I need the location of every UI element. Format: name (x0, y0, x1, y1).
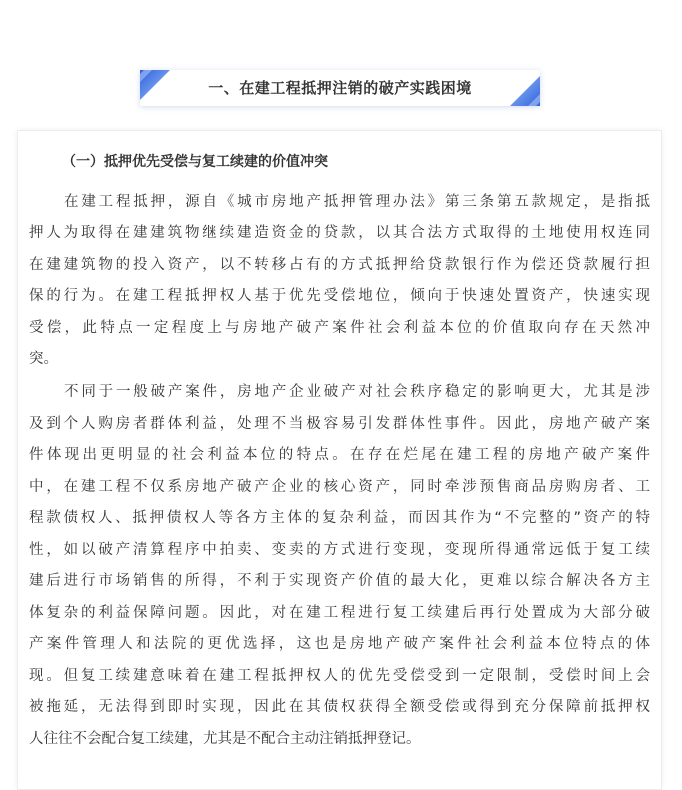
paragraph-2-line: 体复杂的利益保障问题。因此，对在建工程进行复工续建后再行处置成为大部分破 (29, 605, 650, 621)
paragraph-1-line: 在建工程抵押，源自《城市房地产抵押管理办法》第三条第五款规定，是指抵 (64, 194, 650, 210)
section-title: 一、在建工程抵押注销的破产实践困境 (208, 79, 472, 97)
paragraph-2-line: 件体现出更明显的社会利益本位的特点。在存在烂尾在建工程的房地产破产案件 (29, 447, 650, 463)
paragraph-2-line: 人往往不会配合复工续建，尤其是不配合主动注销抵押登记。 (29, 731, 421, 747)
paragraph-2-line: 现。但复工续建意味着在建工程抵押权人的优先受偿受到一定限制，受偿时间上会 (29, 668, 650, 684)
section-banner (140, 70, 540, 106)
paragraph-2-line: 及到个人购房者群体利益，处理不当极容易引发群体性事件。因此，房地产破产案 (29, 416, 650, 432)
paragraph-1-line: 在建建筑物的投入资产，以不转移占有的方式抵押给贷款银行作为偿还贷款履行担 (29, 257, 650, 273)
paragraph-2-line: 性，如以破产清算程序中拍卖、变卖的方式进行变现，变现所得通常远低于复工续 (29, 542, 650, 558)
subsection-heading: （一）抵押优先受偿与复工续建的价值冲突 (62, 154, 328, 170)
paragraph-2-line: 中，在建工程不仅系房地产破产企业的核心资产，同时牵涉预售商品房购房者、工 (29, 479, 650, 495)
paragraph-1-line: 保的行为。在建工程抵押权人基于优先受偿地位，倾向于快速处置资产，快速实现 (29, 288, 650, 304)
paragraph-1-line: 受偿，此特点一定程度上与房地产破产案件社会利益本位的价值取向存在天然冲 (29, 320, 650, 336)
paragraph-2-line: 建后进行市场销售的所得，不利于实现资产价值的最大化，更难以综合解决各方主 (29, 573, 650, 589)
paragraph-2-line: 程款债权人、抵押债权人等各方主体的复杂利益，而因其作为“不完整的”资产的特 (29, 510, 650, 526)
paragraph-1-line: 突。 (29, 351, 58, 367)
paragraph-1-line: 押人为取得在建建筑物继续建造资金的贷款，以其合法方式取得的土地使用权连同 (29, 225, 650, 241)
paragraph-2-line: 产案件管理人和法院的更优选择，这也是房地产破产案件社会利益本位特点的体 (29, 636, 650, 652)
paragraph-2-line: 被拖延，无法得到即时实现，因此在其债权获得全额受偿或得到充分保障前抵押权 (29, 699, 650, 715)
paragraph-2-line: 不同于一般破产案件，房地产企业破产对社会秩序稳定的影响更大，尤其是涉 (64, 384, 650, 400)
